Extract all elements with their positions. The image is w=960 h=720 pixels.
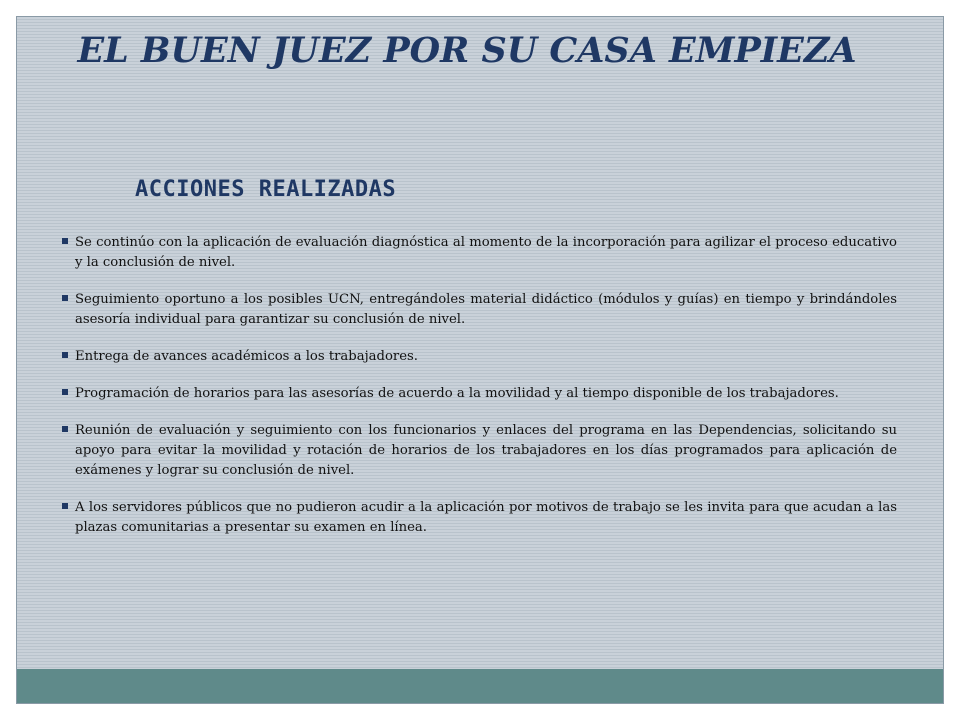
- list-item: [61, 290, 897, 330]
- slide-subtitle: ACCIONES REALIZADAS: [135, 177, 397, 202]
- square-bullet-icon: [61, 233, 75, 253]
- square-bullet-icon: [61, 384, 75, 404]
- bullet-text: Reunión de evaluación y seguimiento con los funcionarios y enlaces del programa en las Dependencias, solicitando su apoyo para evitar la movilidad y rotación de horarios de los trabajadores en los días programados para aplicación de exámenes y lograr su conclusión de nivel.: [75, 423, 897, 478]
- square-bullet-icon: [61, 347, 75, 367]
- bullet-text: Se continúo con la aplicación de evaluación diagnóstica al momento de la incorporación para agilizar el proceso educativo y la conclusión de nivel.: [75, 235, 897, 270]
- bullet-text: Programación de horarios para las asesorías de acuerdo a la movilidad y al tiempo disponible de los trabajadores.: [75, 386, 839, 401]
- square-bullet-icon: [61, 498, 75, 518]
- slide: [16, 16, 944, 704]
- bullet-text: A los servidores públicos que no pudieron acudir a la aplicación por motivos de trabajo se les invita para que acudan a las plazas comunitarias a presentar su examen en línea.: [75, 500, 897, 535]
- bullet-text: Seguimiento oportuno a los posibles UCN, entregándoles material didáctico (módulos y guías) en tiempo y brindándoles asesoría individual para garantizar su conclusión de nivel.: [75, 292, 897, 327]
- square-bullet-icon: [61, 421, 75, 441]
- footer-bar: [17, 669, 943, 703]
- list-item: [61, 233, 897, 273]
- bullet-list: [61, 233, 897, 555]
- slide-title: EL BUEN JUEZ POR SU CASA EMPIEZA: [77, 30, 857, 71]
- list-item: [61, 421, 897, 481]
- list-item: [61, 347, 897, 367]
- bullet-text: Entrega de avances académicos a los trabajadores.: [75, 349, 418, 364]
- list-item: [61, 498, 897, 538]
- list-item: [61, 384, 897, 404]
- square-bullet-icon: [61, 290, 75, 310]
